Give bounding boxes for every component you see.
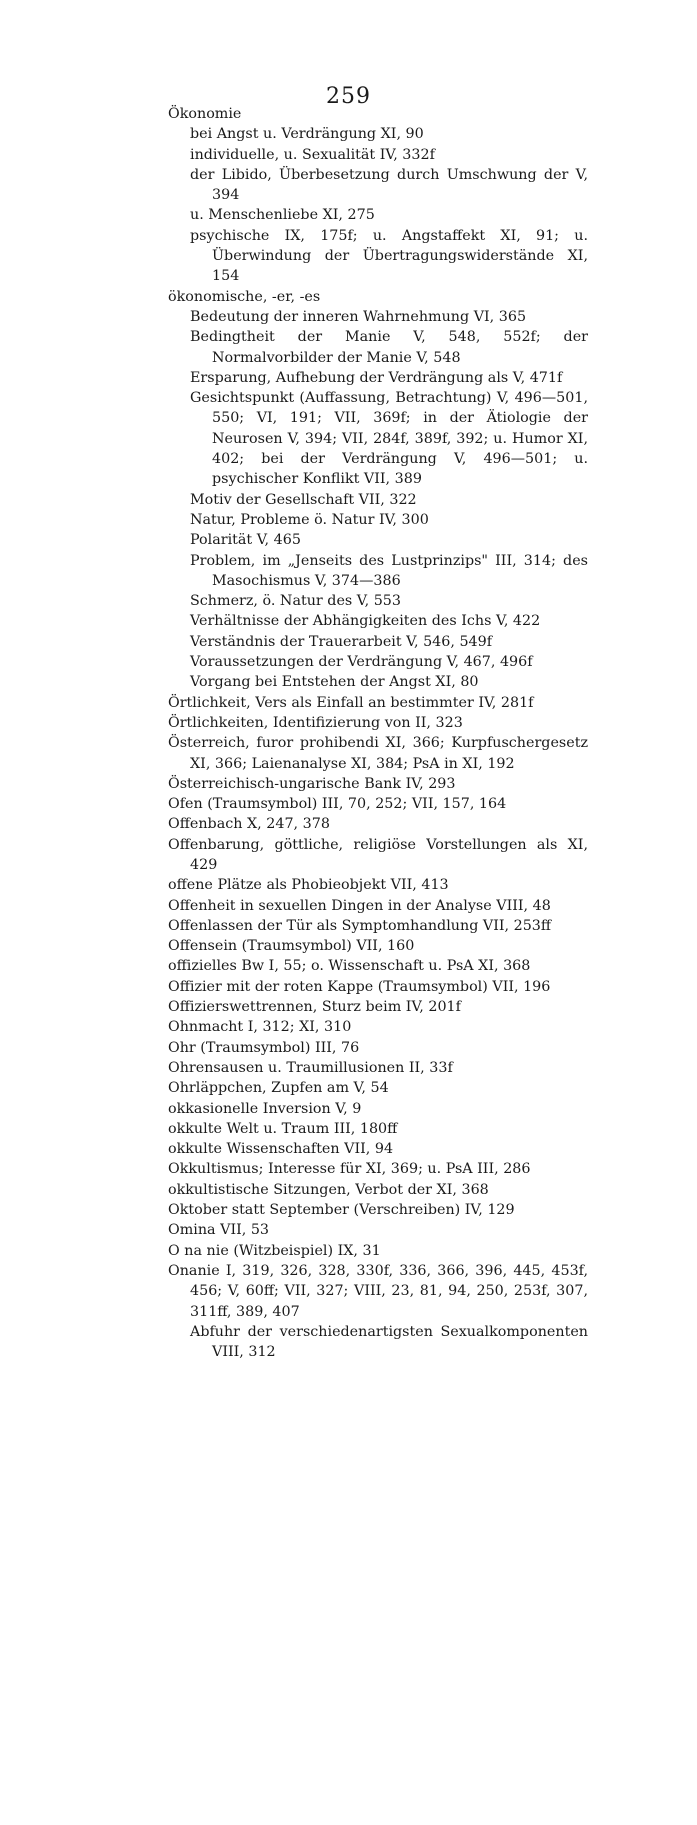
index-subentry: Ersparung, Aufhebung der Verdrängung als V, 471f <box>190 369 563 386</box>
index-entry: okkultistische Sitzungen, Verbot der XI, 368 <box>168 1181 489 1198</box>
index-subentry: bei Angst u. Verdrängung XI, 90 <box>190 126 424 143</box>
index-entry: Onanie I, 319, 326, 328, 330f, 336, 366, 396, 445, 453f, 456; V, 60ff; VII, 327; VIII, 23, 81, 94, 250, 253f, 307, 311ff, 389, 407 <box>168 1262 588 1320</box>
index-entry: Ohrensausen u. Traumillusionen II, 33f <box>168 1059 453 1076</box>
index-subentry: Voraussetzungen der Verdrängung V, 467, 496f <box>190 654 533 671</box>
index-subentry: der Libido, Überbesetzung durch Umschwung der V, 394 <box>190 166 588 204</box>
index-entry: Offenlassen der Tür als Symptomhandlung VII, 253ff <box>168 917 552 934</box>
index-entry: Offenbach X, 247, 378 <box>168 816 330 833</box>
index-entry: Offensein (Traumsymbol) VII, 160 <box>168 938 415 955</box>
index-entry: Österreich, furor prohibendi XI, 366; Kurpfuschergesetz XI, 366; Laienanalyse XI, 384; PsA in XI, 192 <box>168 735 588 772</box>
index-subentry: Vorgang bei Entstehen der Angst XI, 80 <box>190 674 479 691</box>
index-subentry: Problem, im „Jenseits des Lustprinzips" III, 314; des Masochismus V, 374—386 <box>190 552 588 589</box>
index-subentry: Schmerz, ö. Natur des V, 553 <box>190 593 401 610</box>
index-entry: O na nie (Witzbeispiel) IX, 31 <box>168 1242 381 1259</box>
index-entry: Offenheit in sexuellen Dingen in der Analyse VIII, 48 <box>168 897 551 914</box>
index-entry: Offizierswettrennen, Sturz beim IV, 201f <box>168 999 461 1016</box>
index-entry: offene Plätze als Phobieobjekt VII, 413 <box>168 877 449 894</box>
index-subentry: individuelle, u. Sexualität IV, 332f <box>190 146 435 163</box>
index-subentry: u. Menschenliebe XI, 275 <box>190 207 375 224</box>
index-subentry: psychische IX, 175f; u. Angstaffekt XI, 91; u. Überwindung der Übertragungswiderstände XI, 154 <box>190 227 588 285</box>
page-number: 259 <box>326 84 371 109</box>
index-entry: Oktober statt September (Verschreiben) IV, 129 <box>168 1202 515 1219</box>
index-entry: Okkultismus; Interesse für XI, 369; u. PsA III, 286 <box>168 1161 531 1178</box>
index-subentry: Bedingtheit der Manie V, 548, 552f; der Normalvorbilder der Manie V, 548 <box>190 329 588 366</box>
index-entry: Omina VII, 53 <box>168 1222 270 1239</box>
index-entry: Offenbarung, göttliche, religiöse Vorstellungen als XI, 429 <box>168 836 588 873</box>
index-entry: Österreichisch-ungarische Bank IV, 293 <box>168 775 456 792</box>
index-subentry: Verständnis der Trauerarbeit V, 546, 549f <box>190 633 493 650</box>
index-entry: Ohr (Traumsymbol) III, 76 <box>168 1039 360 1056</box>
index-entry: okkulte Wissenschaften VII, 94 <box>168 1141 394 1158</box>
index-entry-list <box>168 104 588 1362</box>
index-entry: Ohnmacht I, 312; XI, 310 <box>168 1019 352 1036</box>
index-entry: Örtlichkeiten, Identifizierung von II, 323 <box>168 714 463 731</box>
index-subentry: Verhältnisse der Abhängigkeiten des Ichs V, 422 <box>190 613 541 630</box>
index-entry: okkulte Welt u. Traum III, 180ff <box>168 1120 398 1137</box>
index-subentry: Natur, Probleme ö. Natur IV, 300 <box>190 511 429 528</box>
index-entry: Ofen (Traumsymbol) III, 70, 252; VII, 157, 164 <box>168 796 507 813</box>
index-entry: okkasionelle Inversion V, 9 <box>168 1100 362 1117</box>
index-entry: ökonomische, -er, -es <box>168 288 321 305</box>
index-subentry: Motiv der Gesellschaft VII, 322 <box>190 491 417 508</box>
index-entry: Offizier mit der roten Kappe (Traumsymbol) VII, 196 <box>168 978 551 995</box>
index-subentry: Bedeutung der inneren Wahrnehmung VI, 365 <box>190 308 527 325</box>
index-entry: Ökonomie <box>168 106 242 122</box>
index-entry: Ohrläppchen, Zupfen am V, 54 <box>168 1080 389 1097</box>
index-subentry: Gesichtspunkt (Auffassung, Betrachtung) V, 496—501, 550; VI, 191; VII, 369f; in der Ätiologie der Neurosen V, 394; VII, 284f, 389f, 392; u. Humor XI, 402; bei der Verdrängung V, 496—501; u. psychischer Konflikt VII, 389 <box>190 390 588 488</box>
index-entry: offizielles Bw I, 55; o. Wissenschaft u. PsA XI, 368 <box>168 958 531 975</box>
index-entry: Örtlichkeit, Vers als Einfall an bestimmter IV, 281f <box>168 694 534 711</box>
index-subentry: Polarität V, 465 <box>190 532 301 549</box>
index-subentry: Abfuhr der verschiedenartigsten Sexualkomponenten VIII, 312 <box>190 1323 588 1361</box>
